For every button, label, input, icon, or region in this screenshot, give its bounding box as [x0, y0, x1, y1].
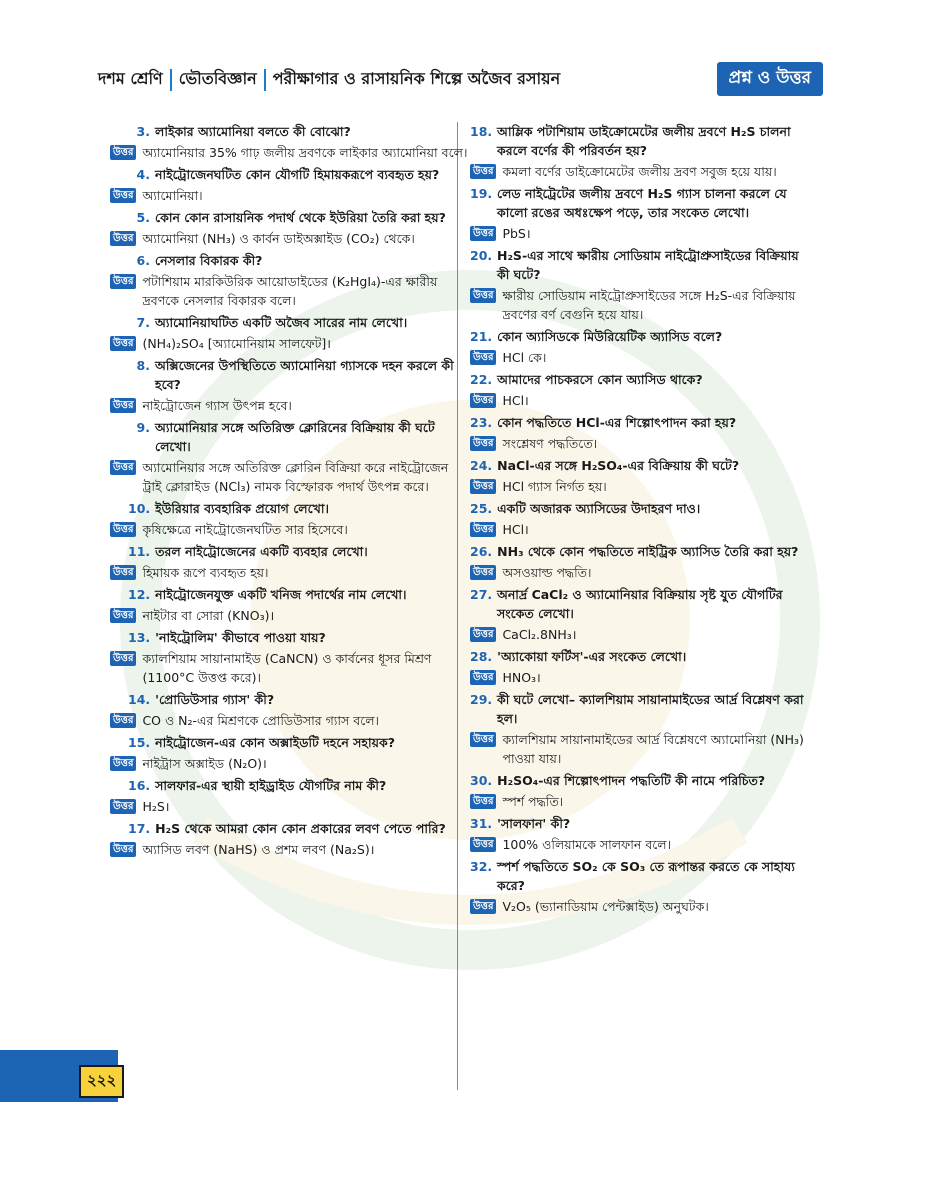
- qa-item: [113, 165, 468, 205]
- qa-item: [470, 184, 810, 243]
- answer-text: অ্যামোনিয়া (NH₃) ও কার্বন ডাইঅক্সাইড (CO₂) থেকে।: [142, 231, 415, 246]
- answer: [470, 348, 810, 367]
- qa-item: [470, 327, 810, 367]
- question-number: 12.: [128, 587, 151, 602]
- question-number: 7.: [136, 315, 150, 330]
- answer: [110, 272, 468, 310]
- answer: [110, 754, 468, 773]
- qa-item: [113, 585, 468, 625]
- question: [128, 819, 468, 838]
- answer: [470, 286, 810, 324]
- answer-text: PbS।: [502, 226, 531, 241]
- question-number: 29.: [470, 692, 493, 707]
- answer-text: নাইট্রাস অক্সাইড (N₂O)।: [142, 756, 267, 771]
- answer-text: HCl।: [502, 522, 529, 537]
- question: [470, 184, 810, 222]
- answer-text: HCl।: [502, 393, 529, 408]
- question-number: 6.: [136, 253, 150, 268]
- question: [128, 776, 468, 795]
- question: [128, 122, 468, 141]
- answer-text: স্পর্শ পদ্ধতি।: [502, 794, 564, 809]
- answer-tag: উত্তর: [470, 522, 496, 537]
- header-separator: [170, 69, 172, 91]
- question-text: অ্যামোনিয়াঘটিত একটি অজৈব সারের নাম লেখো।: [155, 315, 408, 330]
- question-text: সালফার-এর স্থায়ী হাইড্রাইড যৌগটির নাম কী?: [155, 778, 387, 793]
- question-text: তরল নাইট্রোজেনের একটি ব্যবহার লেখো।: [155, 544, 368, 559]
- qa-item: [113, 251, 468, 310]
- question: [128, 585, 468, 604]
- qa-item: [113, 733, 468, 773]
- answer-text: H₂S।: [142, 799, 170, 814]
- qa-item: [113, 776, 468, 816]
- answer-tag: উত্তর: [110, 651, 136, 666]
- answer: [110, 396, 468, 415]
- qa-item: [113, 313, 468, 353]
- qa-item: [113, 356, 468, 415]
- question-text: অ্যামোনিয়ার সঙ্গে অতিরিক্ত ক্লোরিনের বিক্রিয়ায় কী ঘটে লেখো।: [155, 420, 435, 454]
- answer: [470, 730, 810, 768]
- answer: [110, 334, 468, 353]
- qa-badge: প্রশ্ন ও উত্তর: [717, 62, 824, 96]
- question: [470, 499, 810, 518]
- answer-tag: উত্তর: [470, 627, 496, 642]
- answer-text: কৃষিক্ষেত্রে নাইট্রোজেনঘটিত সার হিসেবে।: [142, 522, 348, 537]
- question-number: 18.: [470, 124, 493, 139]
- qa-item: [113, 122, 468, 162]
- question: [470, 370, 810, 389]
- question-text: একটি অজারক অ্যাসিডের উদাহরণ দাও।: [497, 501, 701, 516]
- answer-text: CaCl₂.8NH₃।: [502, 627, 577, 642]
- answer: [110, 563, 468, 582]
- question-number: 13.: [128, 630, 151, 645]
- question: [128, 165, 468, 184]
- question: [128, 690, 468, 709]
- question-number: 31.: [470, 816, 493, 831]
- question-text: NH₃ থেকে কোন পদ্ধতিতে নাইট্রিক অ্যাসিড তৈরি করা হয়?: [497, 544, 799, 559]
- question: [470, 246, 810, 284]
- qa-item: [113, 542, 468, 582]
- question-text: নাইট্রোজেন-এর কোন অক্সাইডটি দহনে সহায়ক?: [155, 735, 395, 750]
- answer: [110, 606, 468, 625]
- answer: [470, 792, 810, 811]
- answer-text: অ্যামোনিয়ার 35% গাঢ় জলীয় দ্রবণকে লাইকার অ্যামোনিয়া বলে।: [142, 145, 468, 160]
- question: [128, 251, 468, 270]
- answer-text: ক্ষারীয় সোডিয়াম নাইট্রোপ্রুসাইডের সঙ্গে H₂S-এর বিক্রিয়ায় দ্রবণের বর্ণ বেগুনি হয়ে যায়।: [502, 288, 796, 322]
- answer-text: CO ও N₂-এর মিশ্রণকে প্রোডিউসার গ্যাস বলে।: [142, 713, 380, 728]
- left-column: [113, 122, 468, 862]
- answer-text: ক্যালশিয়াম সায়ানামাইড (CaNCN) ও কার্বনের ধূসর মিশ্রণ (1100°C উত্তপ্ত করে)।: [142, 651, 432, 685]
- answer: [470, 625, 810, 644]
- answer-tag: উত্তর: [110, 145, 136, 160]
- answer: [110, 797, 468, 816]
- question-number: 25.: [470, 501, 493, 516]
- question: [128, 208, 468, 227]
- qa-item: [470, 771, 810, 811]
- answer-tag: উত্তর: [470, 837, 496, 852]
- answer-text: নাইটার বা সোরা (KNO₃)।: [142, 608, 275, 623]
- answer: [470, 224, 810, 243]
- question-number: 4.: [136, 167, 150, 182]
- answer-tag: উত্তর: [110, 713, 136, 728]
- question-number: 24.: [470, 458, 493, 473]
- question-number: 20.: [470, 248, 493, 263]
- question-text: অক্সিজেনের উপস্থিতিতে অ্যামোনিয়া গ্যাসকে দহন করলে কী হবে?: [155, 358, 454, 392]
- question-text: নেসলার বিকারক কী?: [155, 253, 263, 268]
- answer: [470, 162, 810, 181]
- question-text: 'অ্যাকোয়া ফর্টিস'-এর সংকেত লেখো।: [497, 649, 687, 664]
- question: [470, 814, 810, 833]
- qa-item: [470, 647, 810, 687]
- answer-tag: উত্তর: [470, 899, 496, 914]
- question-text: স্পর্শ পদ্ধতিতে SO₂ কে SO₃ তে রূপান্তর করতে কে সাহায্য করে?: [497, 859, 795, 893]
- question: [128, 313, 468, 332]
- question-text: নাইট্রোজেনঘটিত কোন যৌগটি হিমায়করূপে ব্যবহৃত হয়?: [155, 167, 440, 182]
- question: [470, 647, 810, 666]
- qa-item: [470, 413, 810, 453]
- answer-tag: উত্তর: [470, 670, 496, 685]
- question-number: 22.: [470, 372, 493, 387]
- answer-text: হিমায়ক রূপে ব্যবহৃত হয়।: [142, 565, 269, 580]
- question: [470, 456, 810, 475]
- question: [128, 499, 468, 518]
- qa-item: [470, 122, 810, 181]
- qa-item: [113, 819, 468, 859]
- question-text: NaCl-এর সঙ্গে H₂SO₄-এর বিক্রিয়ায় কী ঘটে?: [497, 458, 740, 473]
- question-text: H₂S থেকে আমরা কোন কোন প্রকারের লবণ পেতে পারি?: [155, 821, 446, 836]
- question-number: 3.: [136, 124, 150, 139]
- question-number: 17.: [128, 821, 151, 836]
- answer-text: অ্যামোনিয়ার সঙ্গে অতিরিক্ত ক্লোরিন বিক্রিয়া করে নাইট্রোজেন ট্রাই ক্লোরাইড (NCl₃) নামক বিস্ফোরক পদার্থ উৎপন্ন করে।: [142, 460, 449, 494]
- answer-tag: উত্তর: [110, 398, 136, 413]
- qa-item: [470, 246, 810, 324]
- answer-text: অ্যাসিড লবণ (NaHS) ও প্রশম লবণ (Na₂S)।: [142, 842, 375, 857]
- answer-tag: উত্তর: [110, 565, 136, 580]
- question: [128, 733, 468, 752]
- answer-tag: উত্তর: [110, 799, 136, 814]
- question: [470, 327, 810, 346]
- answer-tag: উত্তর: [110, 336, 136, 351]
- question-text: 'সালফান' কী?: [497, 816, 571, 831]
- question-text: H₂S-এর সাথে ক্ষারীয় সোডিয়াম নাইট্রোপ্রুসাইডের বিক্রিয়ায় কী ঘটে?: [497, 248, 799, 282]
- question-number: 16.: [128, 778, 151, 793]
- answer-text: কমলা বর্ণের ডাইক্রোমেটের জলীয় দ্রবণ সবুজ হয়ে যায়।: [502, 164, 777, 179]
- qa-item: [470, 542, 810, 582]
- answer-text: (NH₄)₂SO₄ [অ্যামোনিয়াম সালফেট]।: [142, 336, 331, 351]
- answer-text: V₂O₅ (ভ্যানাডিয়াম পেন্টক্সাইড) অনুঘটক।: [502, 899, 709, 914]
- question-text: আমাদের পাচকরসে কোন অ্যাসিড থাকে?: [497, 372, 703, 387]
- question-text: লেড নাইট্রেটের জলীয় দ্রবণে H₂S গ্যাস চালনা করলে যে কালো রঙের অধঃক্ষেপ পড়ে, তার সংকেত লেখো।: [497, 186, 787, 220]
- answer-text: HCl কে।: [502, 350, 547, 365]
- answer: [110, 711, 468, 730]
- question-number: 26.: [470, 544, 493, 559]
- answer: [110, 143, 468, 162]
- question: [470, 122, 810, 160]
- qa-item: [470, 499, 810, 539]
- subject-label: ভৌতবিজ্ঞান: [178, 69, 257, 88]
- answer-text: HCl গ্যাস নির্গত হয়।: [502, 479, 607, 494]
- qa-item: [470, 456, 810, 496]
- answer-tag: উত্তর: [110, 460, 136, 475]
- answer-tag: উত্তর: [110, 756, 136, 771]
- qa-item: [470, 857, 810, 916]
- answer: [110, 520, 468, 539]
- answer-tag: উত্তর: [470, 732, 496, 747]
- answer-tag: উত্তর: [110, 608, 136, 623]
- answer: [110, 229, 468, 248]
- question-number: 15.: [128, 735, 151, 750]
- chapter-title: পরীক্ষাগার ও রাসায়নিক শিল্পে অজৈব রসায়ন: [272, 69, 561, 88]
- answer-text: ক্যালশিয়াম সায়ানামাইডের আর্দ্র বিশ্লেষণে অ্যামোনিয়া (NH₃) পাওয়া যায়।: [502, 732, 804, 766]
- answer: [470, 563, 810, 582]
- qa-item: [470, 690, 810, 768]
- answer: [470, 434, 810, 453]
- question-number: 21.: [470, 329, 493, 344]
- answer-text: সংশ্লেষণ পদ্ধতিতে।: [502, 436, 598, 451]
- answer-tag: উত্তর: [110, 274, 136, 289]
- answer: [470, 897, 810, 916]
- answer: [110, 649, 468, 687]
- question-text: কোন পদ্ধতিতে HCl-এর শিল্পোৎপাদন করা হয়?: [497, 415, 737, 430]
- question-text: কোন অ্যাসিডকে মিউরিয়েটিক অ্যাসিড বলে?: [497, 329, 723, 344]
- question: [470, 585, 810, 623]
- question: [470, 857, 810, 895]
- answer-tag: উত্তর: [470, 164, 496, 179]
- question: [470, 771, 810, 790]
- question-text: নাইট্রোজেনযুক্ত একটি খনিজ পদার্থের নাম লেখো।: [155, 587, 407, 602]
- question-text: ইউরিয়ার ব্যবহারিক প্রয়োগ লেখো।: [155, 501, 329, 516]
- question-text: H₂SO₄-এর শিল্পোৎপাদন পদ্ধতিটি কী নামে পরিচিত?: [497, 773, 766, 788]
- question-number: 30.: [470, 773, 493, 788]
- question: [128, 628, 468, 647]
- question-text: 'প্রোডিউসার গ্যাস' কী?: [155, 692, 275, 707]
- answer: [110, 186, 468, 205]
- page-header: [98, 62, 823, 96]
- answer: [470, 520, 810, 539]
- answer-text: 100% ওলিয়ামকে সালফান বলে।: [502, 837, 672, 852]
- answer-tag: উত্তর: [110, 522, 136, 537]
- question: [470, 542, 810, 561]
- qa-item: [113, 628, 468, 687]
- question-text: আম্লিক পটাশিয়াম ডাইক্রোমেটের জলীয় দ্রবণে H₂S চালনা করলে বর্ণের কী পরিবর্তন হয়?: [497, 124, 791, 158]
- answer: [110, 840, 468, 859]
- question: [128, 356, 468, 394]
- answer: [470, 668, 810, 687]
- class-label: দশম শ্রেণি: [98, 69, 163, 88]
- answer-tag: উত্তর: [470, 288, 496, 303]
- answer-tag: উত্তর: [470, 565, 496, 580]
- question-number: 9.: [136, 420, 150, 435]
- question-number: 5.: [136, 210, 150, 225]
- question-number: 27.: [470, 587, 493, 602]
- answer-tag: উত্তর: [470, 393, 496, 408]
- answer-text: পটাশিয়াম মারকিউরিক আয়োডাইডের (K₂HgI₄)-এর ক্ষারীয় দ্রবণকে নেসলার বিকারক বলে।: [142, 274, 438, 308]
- question-text: কী ঘটে লেখো– ক্যালশিয়াম সায়ানামাইডের আর্দ্র বিশ্লেষণ করা হল।: [497, 692, 804, 726]
- answer-tag: উত্তর: [110, 842, 136, 857]
- answer-text: নাইট্রোজেন গ্যাস উৎপন্ন হবে।: [142, 398, 292, 413]
- question-number: 8.: [136, 358, 150, 373]
- qa-item: [470, 585, 810, 644]
- qa-item: [113, 690, 468, 730]
- page-number: ২২২: [79, 1065, 124, 1098]
- header-separator: [264, 69, 266, 91]
- right-column: [470, 122, 810, 919]
- answer-tag: উত্তর: [470, 350, 496, 365]
- answer-text: অ্যামোনিয়া।: [142, 188, 203, 203]
- question-number: 19.: [470, 186, 493, 201]
- answer-tag: উত্তর: [470, 794, 496, 809]
- question-text: 'নাইট্রোলিম' কীভাবে পাওয়া যায়?: [155, 630, 326, 645]
- question: [128, 542, 468, 561]
- answer-tag: উত্তর: [110, 231, 136, 246]
- answer-tag: উত্তর: [470, 436, 496, 451]
- question-number: 23.: [470, 415, 493, 430]
- question-number: 10.: [128, 501, 151, 516]
- answer-tag: উত্তর: [470, 226, 496, 241]
- question: [470, 690, 810, 728]
- answer: [470, 835, 810, 854]
- question-number: 28.: [470, 649, 493, 664]
- answer-tag: উত্তর: [470, 479, 496, 494]
- answer-text: HNO₃।: [502, 670, 541, 685]
- answer-text: অসওয়াল্ড পদ্ধতি।: [502, 565, 592, 580]
- question-text: কোন কোন রাসায়নিক পদার্থ থেকে ইউরিয়া তৈরি করা হয়?: [155, 210, 446, 225]
- qa-item: [113, 418, 468, 496]
- question-number: 14.: [128, 692, 151, 707]
- question-text: লাইকার অ্যামোনিয়া বলতে কী বোঝো?: [155, 124, 351, 139]
- question-text: অনার্দ্র CaCl₂ ও অ্যামোনিয়ার বিক্রিয়ায় সৃষ্ট যুত যৌগটির সংকেত লেখো।: [497, 587, 783, 621]
- qa-item: [470, 370, 810, 410]
- question: [470, 413, 810, 432]
- answer-tag: উত্তর: [110, 188, 136, 203]
- answer: [470, 477, 810, 496]
- qa-item: [470, 814, 810, 854]
- question-number: 11.: [128, 544, 151, 559]
- answer: [470, 391, 810, 410]
- question: [128, 418, 468, 456]
- question-number: 32.: [470, 859, 493, 874]
- answer: [110, 458, 468, 496]
- qa-item: [113, 499, 468, 539]
- qa-item: [113, 208, 468, 248]
